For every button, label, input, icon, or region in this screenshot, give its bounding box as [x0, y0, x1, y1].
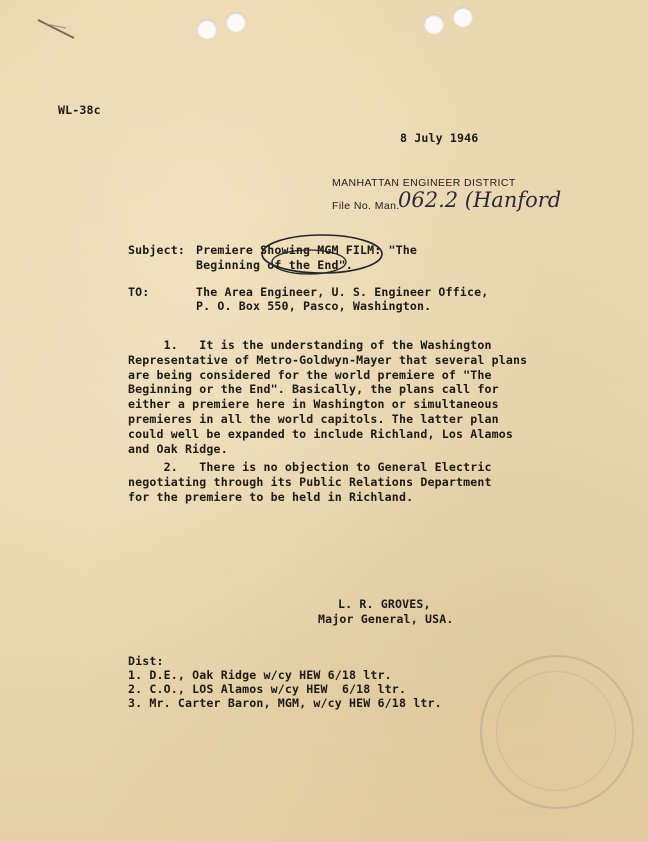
faded-stamp [480, 655, 634, 809]
staple-mark [36, 14, 80, 44]
to-line-1: The Area Engineer, U. S. Engineer Office, [196, 285, 489, 299]
paragraph-line: negotiating through its Public Relations Department [128, 474, 492, 489]
document-date: 8 July 1946 [400, 131, 479, 145]
body-paragraph-2 [128, 460, 508, 510]
punch-hole [453, 7, 473, 27]
to-label: TO: [128, 285, 150, 299]
subject-label: Subject: [128, 243, 186, 257]
district-header: MANHATTAN ENGINEER DISTRICT [332, 177, 516, 189]
paragraph-line: for the premiere to be held in Richland. [128, 489, 414, 504]
subject-line-2: Beginning of the End". [196, 258, 353, 272]
paragraph-line: and Oak Ridge. [128, 441, 228, 456]
paragraph-line: could well be expanded to include Richland, Los Alamos [128, 426, 514, 441]
pen-ellipse-annotation [268, 244, 350, 278]
signature-name: L. R. GROVES, [338, 597, 431, 611]
document-code: WL-38c [58, 103, 101, 117]
file-number-handwritten: 062.2 (Hanford [398, 188, 562, 212]
punch-hole [226, 12, 246, 32]
paragraph-line: Beginning or the End". Basically, the plans call for [128, 382, 499, 397]
paragraph-line: either a premiere here in Washington or simultaneous [128, 397, 499, 412]
distribution-label: Dist: [128, 654, 164, 668]
distribution-item: 3. Mr. Carter Baron, MGM, w/cy HEW 6/18 ltr. [128, 696, 442, 710]
punch-hole [424, 14, 444, 34]
paragraph-line: 1. It is the understanding of the Washington [128, 338, 492, 352]
paragraph-line: 2. There is no objection to General Electric [128, 460, 492, 474]
paragraph-line: are being considered for the world premiere of "The [128, 367, 492, 382]
subject-line-1: Premiere Showing MGM FILM: "The [196, 243, 418, 257]
distribution-item: 2. C.O., LOS Alamos w/cy HEW 6/18 ltr. [128, 682, 407, 696]
paragraph-line: premieres in all the world capitols. The latter plan [128, 412, 499, 426]
to-line-2: P. O. Box 550, Pasco, Washington. [196, 299, 432, 313]
file-number-label: File No. Man. [332, 200, 400, 212]
body-paragraph-1 [128, 338, 528, 458]
signature-title: Major General, USA. [318, 612, 454, 626]
paragraph-line: Representative of Metro-Goldwyn-Mayer that several plans [128, 352, 528, 367]
distribution-item: 1. D.E., Oak Ridge w/cy HEW 6/18 ltr. [128, 668, 392, 682]
punch-hole [197, 19, 217, 39]
